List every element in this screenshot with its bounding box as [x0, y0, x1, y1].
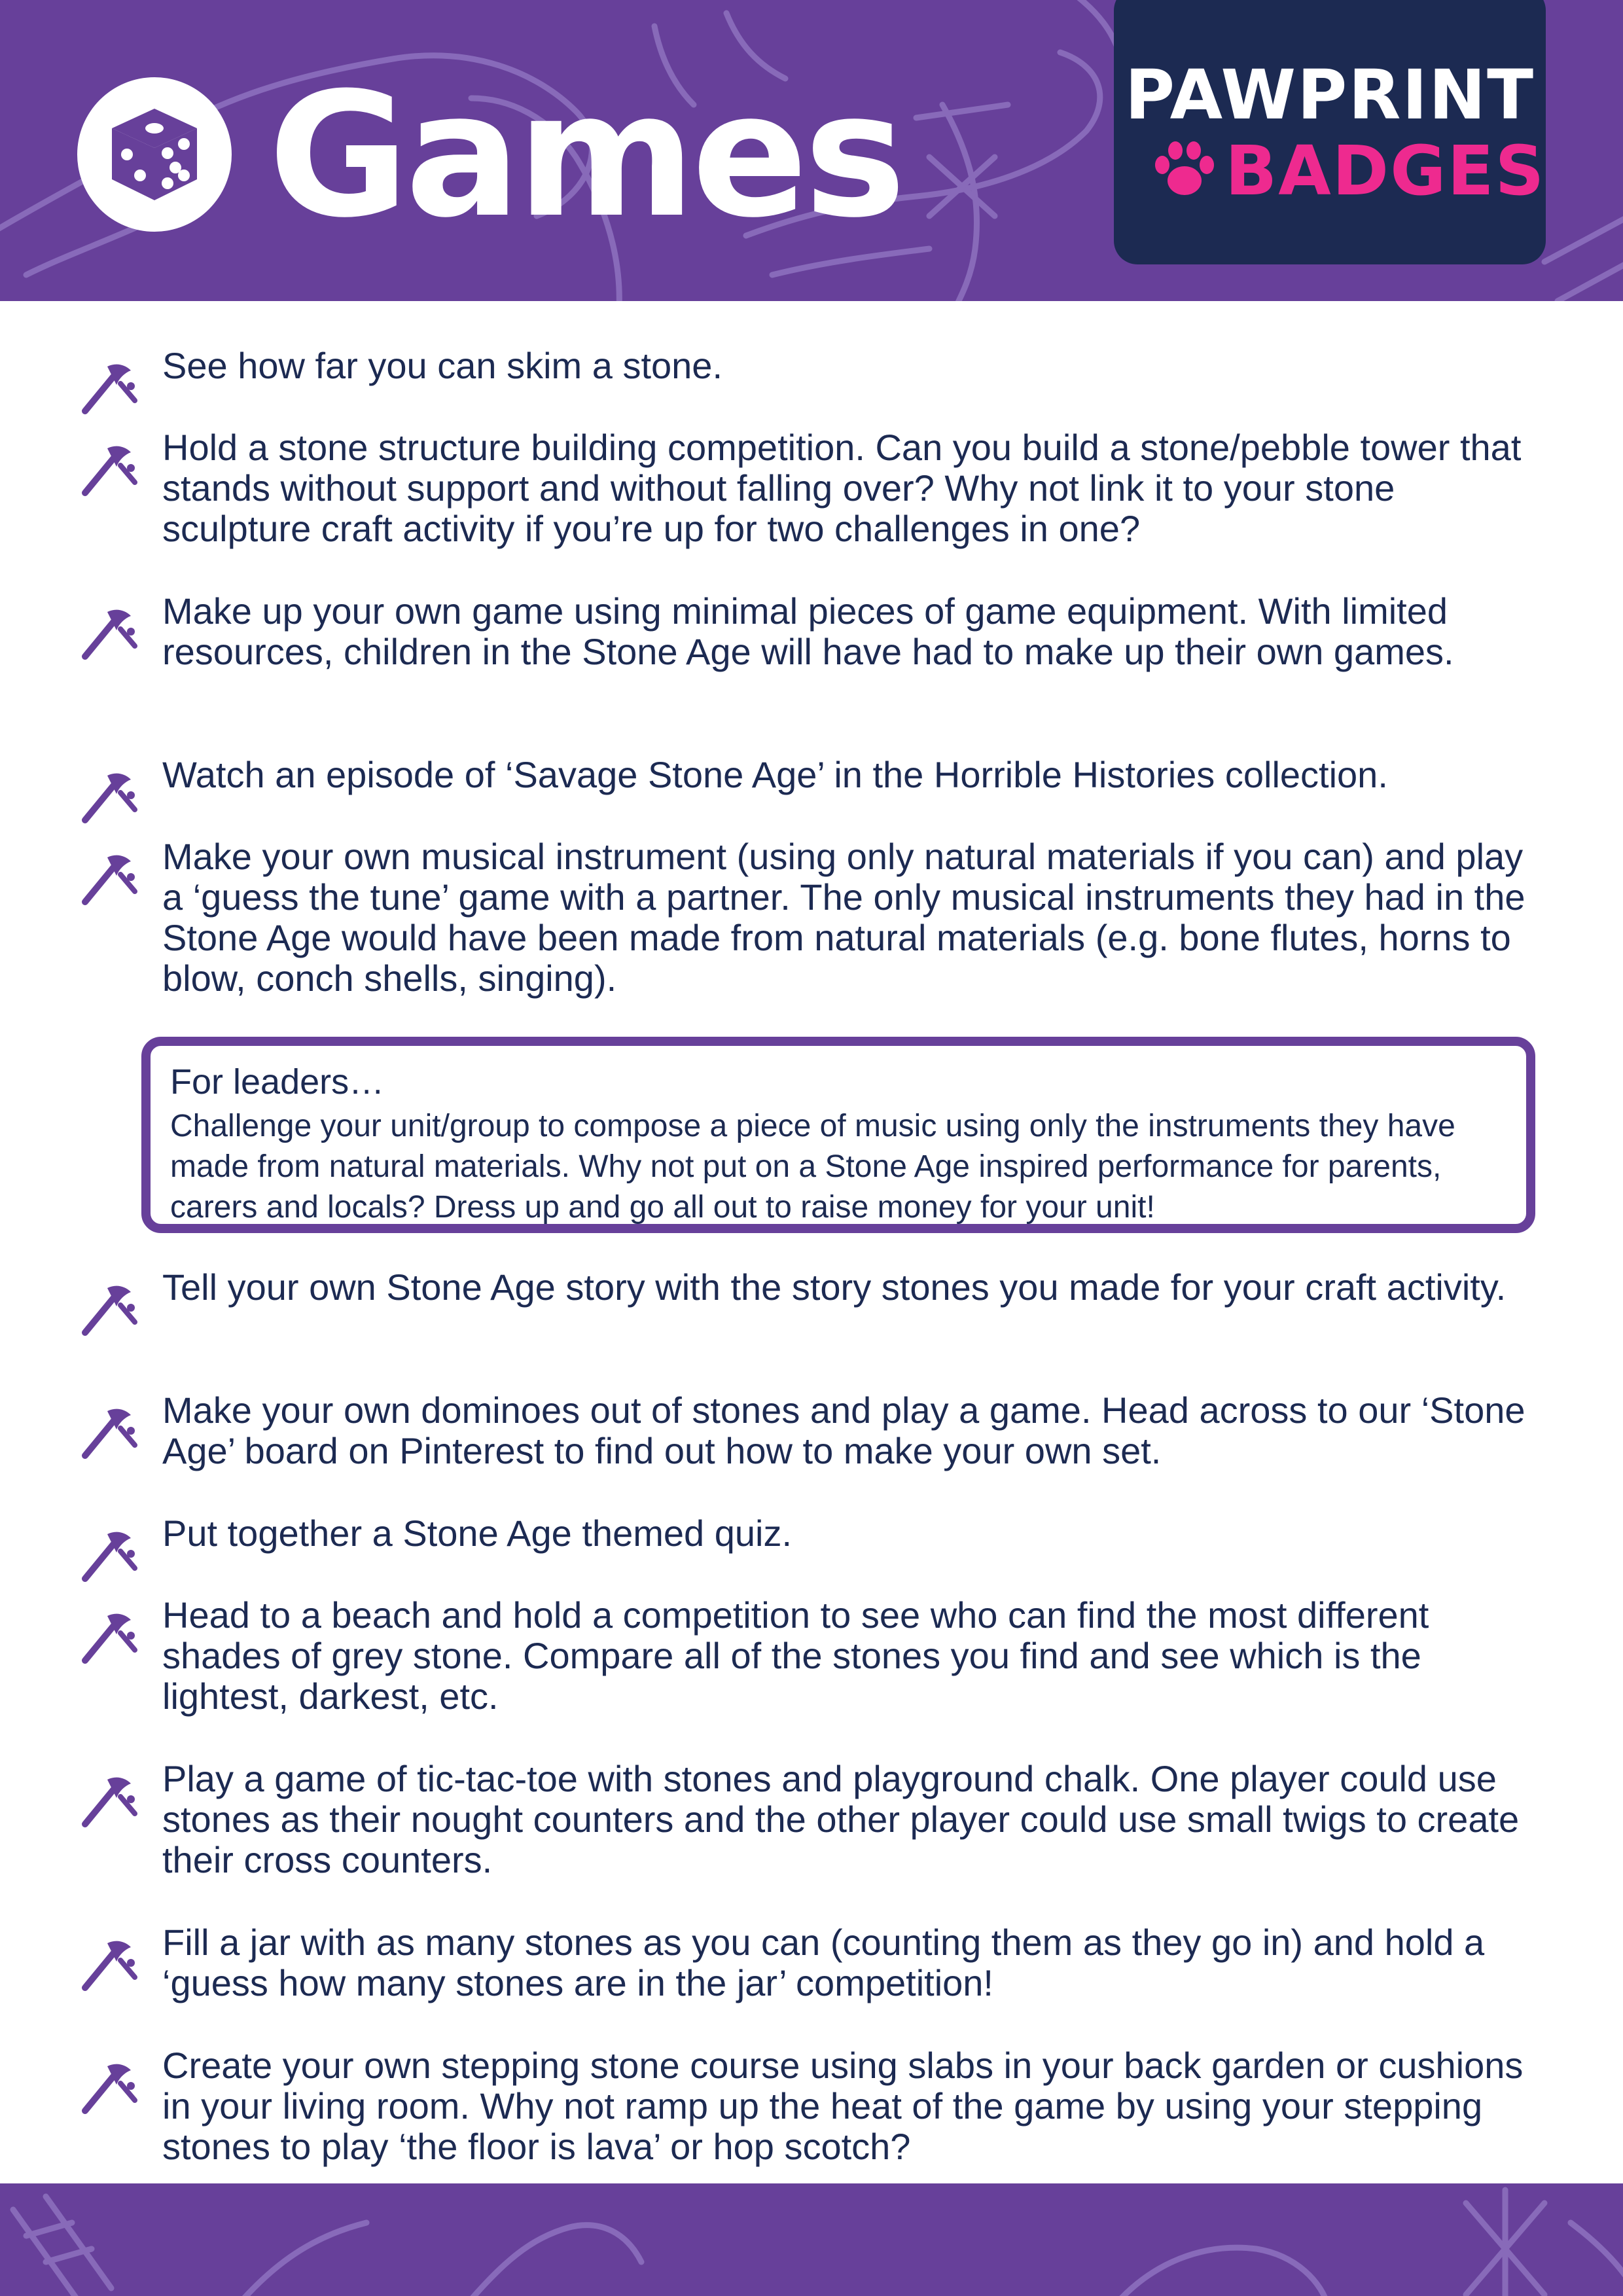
stone-axe-icon	[79, 1609, 137, 1668]
logo-text-badges: BADGES	[1225, 131, 1546, 211]
dice-badge	[77, 77, 232, 232]
list-item-text: Tell your own Stone Age story with the story stones you made for your craft activity.	[162, 1266, 1507, 1308]
for-leaders-box	[141, 1037, 1535, 1233]
list-item-text: See how far you can skim a stone.	[162, 345, 722, 386]
stone-axe-icon	[79, 1937, 137, 1996]
pawprint-badges-logo	[1114, 0, 1546, 264]
stone-axe-icon	[79, 1773, 137, 1832]
dice-icon	[102, 102, 207, 207]
list-item-text: Put together a Stone Age themed quiz.	[162, 1513, 793, 1554]
list-item-text: Create your own stepping stone course using slabs in your back garden or cushions in your living room. Why not ramp up the heat of the game by using your stepping stones to play ‘the floor is lava’ or hop scotch?	[162, 2045, 1524, 2167]
page-title: Games	[268, 56, 902, 255]
footer-banner	[0, 2183, 1623, 2296]
stone-axe-icon	[79, 1528, 137, 1587]
list-item-text: Play a game of tic-tac-toe with stones and playground chalk. One player could use stones as their nought counters and the other player could use small twigs to create their cross counters.	[162, 1758, 1520, 1880]
stone-axe-icon	[79, 851, 137, 910]
list-item-text: Watch an episode of ‘Savage Stone Age’ in the Horrible Histories collection.	[162, 754, 1388, 795]
cave-drawing-decoration	[0, 2183, 1623, 2296]
list-item-text: Make up your own game using minimal pieces of game equipment. With limited resources, children in the Stone Age will have had to make up their own games.	[162, 590, 1454, 672]
paw-icon	[1153, 139, 1216, 202]
stone-axe-icon	[79, 360, 137, 419]
header-banner	[0, 0, 1623, 301]
list-item-text: Make your own musical instrument (using only natural materials if you can) and play a ‘guess the tune’ game with a partner. The only musical instruments they had in the Stone Age would have been made from natural materials (e.g. bone flutes, horns to blow, conch shells, singing).	[162, 836, 1525, 999]
stone-axe-icon	[79, 2060, 137, 2119]
stone-axe-icon	[79, 769, 137, 828]
stone-axe-icon	[79, 442, 137, 501]
stone-axe-icon	[79, 605, 137, 664]
leaders-title: For leaders…	[170, 1062, 385, 1102]
stone-axe-icon	[79, 1405, 137, 1463]
list-item-text: Make your own dominoes out of stones and play a game. Head across to our ‘Stone Age’ board on Pinterest to find out how to make your own set.	[162, 1390, 1525, 1471]
stone-axe-icon	[79, 1282, 137, 1340]
list-item-text: Head to a beach and hold a competition to see who can find the most different shades of grey stone. Compare all of the stones you find and see which is the lightest, darkest, etc.	[162, 1594, 1429, 1717]
list-item-text: Hold a stone structure building competition. Can you build a stone/pebble tower that stands without support and without falling over? Why not link it to your stone sculpture craft activity if you’re up for two challenges in one?	[162, 427, 1522, 549]
list-item-text: Fill a jar with as many stones as you can (counting them as they go in) and hold a ‘guess how many stones are in the jar’ competition!	[162, 1922, 1485, 2003]
leaders-text: Challenge your unit/group to compose a piece of music using only the instruments they have made from natural materials. Why not put on a Stone Age inspired performance for parents, carers and locals? Dress up and go all out to raise money for your unit!	[170, 1109, 1455, 1225]
logo-text-pawprint: PAWPRINT	[1124, 55, 1535, 135]
